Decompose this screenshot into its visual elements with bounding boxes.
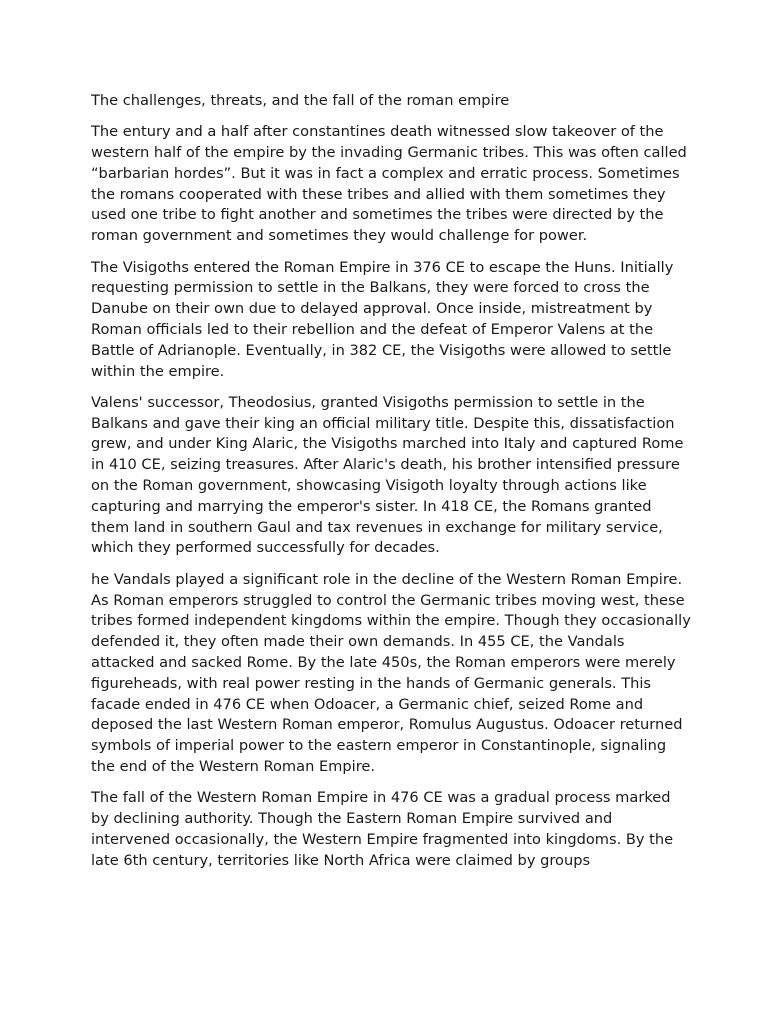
paragraph-intro: The entury and a half after constantines death witnessed slow takeover of the western half of the empire by the invading Germanic tribes. This was often called “barbarian hordes”. But it was in fact a complex and erratic process. Sometimes the romans cooperated with these tribes and allied with them sometimes they used one tribe to fight another and sometimes the tribes were directed by the roman government and sometimes they would challenge for power. (91, 123, 687, 245)
paragraph-fall: The fall of the Western Roman Empire in 476 CE was a gradual process marked by declining authority. Though the Eastern Roman Empire survived and intervened occasionally, the Western Empire fragmented into kingdoms. By the late 6th century, territories like North Africa were claimed by groups (91, 789, 674, 869)
document-title: The challenges, threats, and the fall of the roman empire (91, 92, 510, 109)
document-page (91, 91, 691, 882)
paragraph-vandals: he Vandals played a significant role in the decline of the Western Roman Empire. As Roman emperors struggled to control the Germanic tribes moving west, these tribes formed independent kingdoms within the empire. Though they occasionally defended it, they often made their own demands. In 455 CE, the Vandals attacked and sacked Rome. By the late 450s, the Roman emperors were merely figureheads, with real power resting in the hands of Germanic generals. This facade ended in 476 CE when Odoacer, a Germanic chief, seized Rome and deposed the last Western Roman emperor, Romulus Augustus. Odoacer returned symbols of imperial power to the eastern emperor in Constantinople, signaling the end of the Western Roman Empire. (91, 570, 691, 775)
paragraph-theodosius: Valens' successor, Theodosius, granted Visigoths permission to settle in the Balkans and gave their king an official military title. Despite this, dissatisfaction grew, and under King Alaric, the Visigoths marched into Italy and captured Rome in 410 CE, seizing treasures. After Alaric's death, his brother intensified pressure on the Roman government, showcasing Visigoth loyalty through actions like capturing and marrying the emperor's sister. In 418 CE, the Romans granted them land in southern Gaul and tax revenues in exchange for military service, which they performed successfully for decades. (91, 393, 684, 557)
paragraph-visigoths: The Visigoths entered the Roman Empire in 376 CE to escape the Huns. Initially requesting permission to settle in the Balkans, they were forced to cross the Danube on their own due to delayed approval. Once inside, mistreatment by Roman officials led to their rebellion and the defeat of Emperor Valens at the Battle of Adrianople. Eventually, in 382 CE, the Visigoths were allowed to settle within the empire. (91, 258, 674, 380)
